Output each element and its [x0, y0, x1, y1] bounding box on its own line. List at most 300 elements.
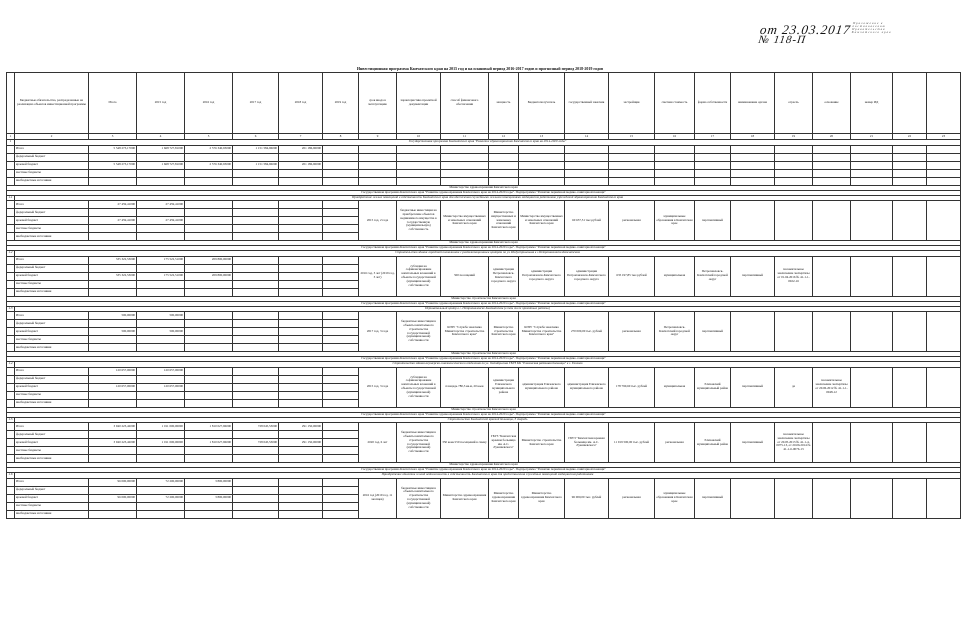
object-attribute: муниципальная	[655, 367, 695, 407]
finance-value	[279, 486, 323, 494]
finance-value	[185, 455, 233, 463]
object-attribute	[927, 312, 961, 352]
object-attribute	[927, 423, 961, 463]
finance-value: 120 657,00000	[137, 367, 185, 375]
table-cell	[851, 169, 893, 177]
object-attribute	[851, 312, 893, 352]
finance-value	[279, 217, 323, 225]
finance-value	[137, 233, 185, 241]
row-number	[7, 320, 15, 328]
table-cell	[519, 153, 565, 161]
finance-row	[7, 312, 961, 320]
finance-value	[89, 153, 137, 161]
object-attribute	[893, 201, 927, 241]
finance-value	[279, 510, 323, 518]
col-header: мощность	[489, 73, 519, 134]
finance-value	[233, 367, 279, 375]
finance-label: Итого	[15, 312, 89, 320]
finance-value: 1 668 727,81000	[137, 145, 185, 153]
table-cell	[359, 169, 397, 177]
finance-value	[323, 209, 359, 217]
table-cell	[813, 177, 851, 185]
finance-value	[137, 510, 185, 518]
object-title: Строительство здания акушерско-гинекологического отделения по ул. Октябрьская ГБУЗ КК "Елизовская районная больница" в г. Елизово	[15, 362, 961, 368]
finance-value	[279, 431, 323, 439]
table-cell	[359, 161, 397, 169]
row-number	[7, 328, 15, 336]
finance-value	[279, 312, 323, 320]
column-number: 9	[359, 134, 397, 140]
finance-value: 291 150,00000	[279, 439, 323, 447]
finance-value	[323, 201, 359, 209]
object-title: Строительство Камчатской краевой больницы, 3 очередь	[15, 417, 961, 423]
finance-label: федеральный бюджет	[15, 264, 89, 272]
finance-value: 3 800,00000	[185, 478, 233, 486]
table-cell	[775, 177, 813, 185]
column-number: 2	[15, 134, 89, 140]
finance-value	[185, 225, 233, 233]
finance-value	[185, 233, 233, 241]
finance-value: 201 186,90000	[279, 145, 323, 153]
finance-value: 27 459,41000	[89, 201, 137, 209]
object-attribute	[851, 256, 893, 296]
object-attribute: бюджетные инвестиции в объекты капитального строительства государственной (муниципальной) собственности	[397, 423, 441, 463]
finance-value	[89, 502, 137, 510]
section-label: Государственная программа Камчатского края "Развитие здравоохранения Камчатского края на 2014-2020 годы". Подпрограмма "Развитие первичной медико-санитарной помощи"	[7, 301, 961, 306]
table-cell	[359, 153, 397, 161]
finance-value: 27 459,41000	[137, 217, 185, 225]
finance-value	[323, 217, 359, 225]
table-cell	[397, 153, 441, 161]
table-cell	[609, 145, 655, 153]
finance-value	[89, 280, 137, 288]
finance-value	[89, 320, 137, 328]
row-number	[7, 177, 15, 185]
finance-value	[233, 391, 279, 399]
finance-value	[279, 272, 323, 280]
finance-row	[7, 256, 961, 264]
row-number	[7, 233, 15, 241]
finance-value	[137, 431, 185, 439]
finance-value	[279, 209, 323, 217]
table-cell	[489, 177, 519, 185]
table-cell	[731, 169, 775, 177]
finance-value	[233, 177, 279, 185]
finance-value	[185, 502, 233, 510]
finance-value	[89, 288, 137, 296]
finance-value	[323, 431, 359, 439]
object-attribute: бюджетные инвестиции на приобретение объектов недвижимого имущества в государственную (муниципальную) собственность	[397, 201, 441, 241]
table-cell	[893, 169, 927, 177]
finance-value: 72 200,00000	[137, 494, 185, 502]
object-attribute: перспективный	[731, 256, 775, 296]
finance-value	[137, 288, 185, 296]
finance-value	[233, 225, 279, 233]
finance-value	[89, 486, 137, 494]
object-attribute: Министерство имущественных и земельных отношений Камчатского края	[441, 201, 489, 241]
finance-value	[137, 502, 185, 510]
finance-value	[323, 455, 359, 463]
section-label: Министерство строительства Камчатского края	[7, 352, 961, 357]
table-cell	[851, 161, 893, 169]
object-attribute	[851, 201, 893, 241]
object-attribute: администрация Елизовского муниципального района	[565, 367, 609, 407]
finance-value: 209 800,00000	[185, 272, 233, 280]
finance-value: 500,00000	[137, 328, 185, 336]
section-label: Министерство строительства Камчатского края	[7, 296, 961, 301]
finance-label: Итого	[15, 201, 89, 209]
object-attribute	[813, 201, 851, 241]
finance-value	[89, 447, 137, 455]
row-number	[7, 169, 15, 177]
col-header: государственный заказчик	[565, 73, 609, 134]
col-header: отрасль	[775, 73, 813, 134]
table-cell	[775, 153, 813, 161]
column-number: 12	[489, 134, 519, 140]
finance-value	[185, 383, 233, 391]
row-number	[7, 510, 15, 518]
table-cell	[609, 161, 655, 169]
finance-value	[279, 256, 323, 264]
row-number	[7, 494, 15, 502]
object-attribute: муниципальная	[655, 256, 695, 296]
finance-label: федеральный бюджет	[15, 209, 89, 217]
row-number	[7, 383, 15, 391]
finance-value: 3 940 223,42000	[89, 423, 137, 431]
finance-value: 335 322,53000	[89, 256, 137, 264]
finance-label: федеральный бюджет	[15, 153, 89, 161]
finance-row	[7, 478, 961, 486]
row-number	[7, 399, 15, 407]
finance-value	[323, 439, 359, 447]
finance-value	[233, 217, 279, 225]
finance-value	[137, 447, 185, 455]
table-cell	[813, 145, 851, 153]
col-header: основание	[813, 73, 851, 134]
section-label: Государственная программа Камчатского края "Развитие здравоохранения Камчатского края на 2014-2020 годы". Подпрограмма "Развитие первичной медико-санитарной помощи"	[7, 190, 961, 195]
finance-value	[185, 312, 233, 320]
row-number	[7, 145, 15, 153]
finance-value: 1 011 000,00000	[137, 423, 185, 431]
col-header: наименование органа	[731, 73, 775, 134]
approval-stamp	[757, 21, 892, 46]
finance-value: 72 200,00000	[137, 478, 185, 486]
object-attribute: Министерство здравоохранения Камчатского края	[441, 478, 489, 518]
object-attribute	[851, 367, 893, 407]
column-number: 3	[89, 134, 137, 140]
finance-value	[233, 431, 279, 439]
object-attribute: перспективный	[695, 478, 731, 518]
object-attribute: муниципальные образования в Камчатском крае	[655, 201, 695, 241]
finance-row	[7, 169, 961, 177]
object-attribute: бюджетные инвестиции в объекты капитального строительства государственной (муниципальной) собственности	[397, 478, 441, 518]
finance-value	[279, 478, 323, 486]
col-header: 2015 год	[137, 73, 185, 134]
row-number	[7, 431, 15, 439]
finance-value: 728 045,53000	[233, 423, 279, 431]
finance-value	[89, 169, 137, 177]
section-label: Государственная программа Камчатского края "Развитие здравоохранения Камчатского края на 2014-2020 годы". Подпрограмма "Развитие первичной медико-санитарной помощи"	[7, 412, 961, 417]
row-number	[7, 423, 15, 431]
finance-value	[279, 367, 323, 375]
column-number: 15	[609, 134, 655, 140]
row-number	[7, 486, 15, 494]
finance-label: федеральный бюджет	[15, 486, 89, 494]
object-attribute: Министерство здравоохранения Камчатского края	[489, 478, 519, 518]
object-attribute	[813, 256, 851, 296]
finance-value: 96 000,00000	[89, 494, 137, 502]
table-cell	[927, 177, 961, 185]
table-cell	[397, 169, 441, 177]
row-number	[7, 209, 15, 217]
table-cell	[731, 153, 775, 161]
table-cell	[489, 145, 519, 153]
object-title: Приобретение объектов жилой недвижимости в собственность Камчатского края для предоставления служебных помещений медицинским работникам	[15, 473, 961, 479]
object-attribute	[927, 256, 961, 296]
row-number	[7, 455, 15, 463]
object-attribute	[893, 478, 927, 518]
finance-row	[7, 145, 961, 153]
table-cell	[655, 169, 695, 177]
table-cell	[441, 169, 489, 177]
finance-value	[185, 486, 233, 494]
finance-value: 1 151 584,96000	[233, 145, 279, 153]
column-number: 21	[851, 134, 893, 140]
finance-value	[233, 383, 279, 391]
table-cell	[655, 153, 695, 161]
table-cell	[323, 153, 359, 161]
row-number	[7, 312, 15, 320]
finance-label: местные бюджеты	[15, 336, 89, 344]
stamp-date: от 23.03.2017	[759, 22, 852, 37]
section-label: Государственная программа Камчатского края "Развитие здравоохранения Камчатского края на 2014-2020 годы". Подпрограмма "Развитие первичной медико-санитарной помощи"	[7, 357, 961, 362]
col-header	[7, 73, 15, 134]
finance-value	[89, 344, 137, 352]
object-title: Приобретение жилых помещений в собственность Камчатского края для обеспечения служебными жилыми помещениями медицинских работников учреждений здравоохранения Камчатского края	[15, 195, 961, 201]
finance-value	[185, 344, 233, 352]
object-attribute: региональная	[609, 312, 655, 352]
finance-value	[323, 225, 359, 233]
finance-value	[279, 399, 323, 407]
finance-label: краевой бюджет	[15, 494, 89, 502]
finance-value	[137, 336, 185, 344]
column-number: 5	[185, 134, 233, 140]
object-attribute	[813, 312, 851, 352]
section-label: Государственная программа Камчатского края "Развитие здравоохранения Камчатского края на 2014-2020 годы". Подпрограмма "Развитие первичной медико-санитарной помощи"	[7, 246, 961, 251]
finance-label: Итого	[15, 256, 89, 264]
finance-label: краевой бюджет	[15, 272, 89, 280]
table-cell	[489, 169, 519, 177]
table-cell	[441, 177, 489, 185]
object-attribute: Петропавловск-Камчатский городской округ	[695, 256, 731, 296]
finance-value	[185, 328, 233, 336]
finance-value	[279, 169, 323, 177]
finance-value	[89, 399, 137, 407]
object-attribute: перспективный	[731, 423, 775, 463]
finance-label: местные бюджеты	[15, 502, 89, 510]
finance-row	[7, 423, 961, 431]
finance-value	[89, 510, 137, 518]
table-cell	[359, 177, 397, 185]
finance-label: внебюджетные источники	[15, 177, 89, 185]
finance-value	[233, 256, 279, 264]
col-header: срок ввода в эксплуатацию	[359, 73, 397, 134]
row-number	[7, 288, 15, 296]
finance-value: 5 548 273,17000	[89, 161, 137, 169]
finance-value	[323, 256, 359, 264]
finance-value	[233, 510, 279, 518]
finance-value	[323, 336, 359, 344]
column-number: 20	[813, 134, 851, 140]
object-attribute: субсидии на софинансирование капитальных вложений в объекты государственной (муниципальной) собственности	[397, 367, 441, 407]
object-attribute	[775, 478, 813, 518]
finance-row	[7, 161, 961, 169]
finance-value	[233, 201, 279, 209]
section-label: Министерство здравоохранения Камчатского края	[7, 185, 961, 190]
finance-value	[233, 399, 279, 407]
finance-label: краевой бюджет	[15, 383, 89, 391]
finance-value	[323, 367, 359, 375]
col-header: 2019 год	[323, 73, 359, 134]
finance-label: местные бюджеты	[15, 280, 89, 288]
header-row	[7, 73, 961, 134]
row-number	[7, 375, 15, 383]
object-attribute: Министерство имущественных и земельных отношений Камчатского края	[489, 201, 519, 241]
finance-label: краевой бюджет	[15, 439, 89, 447]
table-cell	[695, 169, 731, 177]
finance-value	[137, 391, 185, 399]
column-number: 4	[137, 134, 185, 140]
finance-value	[185, 177, 233, 185]
table-cell	[655, 177, 695, 185]
object-attribute	[731, 478, 775, 518]
object-attribute	[775, 201, 813, 241]
finance-value	[233, 280, 279, 288]
finance-value	[279, 320, 323, 328]
finance-value	[185, 217, 233, 225]
table-cell	[695, 153, 731, 161]
table-cell	[565, 177, 609, 185]
finance-value: 2 576 340,93000	[185, 145, 233, 153]
finance-value	[185, 288, 233, 296]
table-cell	[731, 161, 775, 169]
row-number: 1.5	[7, 417, 15, 423]
object-attribute: 2020 год, 6 лет	[359, 423, 397, 463]
finance-value	[89, 233, 137, 241]
finance-value	[233, 336, 279, 344]
col-header	[893, 73, 927, 134]
table-cell	[813, 153, 851, 161]
object-attribute: бюджетные инвестиции в объекты капитального строительства государственной (муниципальной) собственности	[397, 312, 441, 352]
row-number	[7, 280, 15, 288]
table-cell	[519, 169, 565, 177]
col-header: Бюджетные обязательства, распределенные на реализацию объектов инвестиционной программы	[15, 73, 89, 134]
object-attribute: ГБУЗ "Камчатская краевая больница им. А.С. Лукашевского"	[489, 423, 519, 463]
row-number	[7, 478, 15, 486]
finance-label: Итого	[15, 367, 89, 375]
row-number	[7, 217, 15, 225]
finance-value: 27 459,41000	[89, 217, 137, 225]
finance-label: федеральный бюджет	[15, 375, 89, 383]
table-cell	[323, 177, 359, 185]
finance-value	[185, 375, 233, 383]
finance-value	[137, 153, 185, 161]
object-attribute: региональная	[655, 423, 695, 463]
column-number: 8	[323, 134, 359, 140]
finance-value	[233, 288, 279, 296]
object-attribute: перспективный	[695, 312, 731, 352]
column-number: 17	[695, 134, 731, 140]
finance-value	[89, 225, 137, 233]
finance-label: местные бюджеты	[15, 391, 89, 399]
table-cell	[695, 161, 731, 169]
object-attribute: площадь 780,3 кв.м, 20 коек	[441, 367, 489, 407]
finance-value: 96 000,00000	[89, 478, 137, 486]
finance-label: краевой бюджет	[15, 217, 89, 225]
finance-value	[233, 375, 279, 383]
finance-label: местные бюджеты	[15, 169, 89, 177]
finance-value	[279, 455, 323, 463]
table-cell	[519, 177, 565, 185]
object-attribute: Министерство имущественных и земельных отношений Камчатского края	[519, 201, 565, 241]
table-cell	[489, 161, 519, 169]
finance-value	[185, 201, 233, 209]
finance-label: федеральный бюджет	[15, 431, 89, 439]
finance-value	[137, 399, 185, 407]
row-number	[7, 256, 15, 264]
finance-value	[323, 264, 359, 272]
finance-value	[233, 312, 279, 320]
row-number	[7, 336, 15, 344]
object-attribute	[731, 201, 775, 241]
finance-value	[323, 494, 359, 502]
finance-value	[233, 344, 279, 352]
table-cell	[775, 169, 813, 177]
table-cell	[565, 145, 609, 153]
finance-value: 175 522,51000	[137, 256, 185, 264]
column-number: 6	[233, 134, 279, 140]
finance-value	[137, 264, 185, 272]
finance-value	[185, 153, 233, 161]
finance-value	[185, 336, 233, 344]
table-cell	[609, 169, 655, 177]
finance-value	[233, 502, 279, 510]
finance-value	[137, 375, 185, 383]
object-attribute: Министерство строительства Камчатского края	[489, 312, 519, 352]
finance-value	[279, 288, 323, 296]
finance-value	[323, 272, 359, 280]
finance-label: внебюджетные источники	[15, 455, 89, 463]
column-number: 18	[731, 134, 775, 140]
object-attribute: да	[775, 367, 813, 407]
finance-label: внебюджетные источники	[15, 510, 89, 518]
finance-value: 1 810 027,96000	[185, 439, 233, 447]
finance-value	[323, 344, 359, 352]
finance-value	[279, 447, 323, 455]
finance-value	[323, 280, 359, 288]
finance-label: местные бюджеты	[15, 225, 89, 233]
finance-value: 27 459,41000	[137, 201, 185, 209]
finance-value	[279, 225, 323, 233]
section-label: Министерство здравоохранения Камчатского края	[7, 463, 961, 468]
table-cell	[655, 161, 695, 169]
finance-value: 201 186,90000	[279, 161, 323, 169]
finance-label: Итого	[15, 423, 89, 431]
finance-value: 120 657,00000	[89, 367, 137, 375]
col-header: способ финансового обеспечения	[441, 73, 489, 134]
finance-value	[137, 486, 185, 494]
finance-value	[323, 510, 359, 518]
